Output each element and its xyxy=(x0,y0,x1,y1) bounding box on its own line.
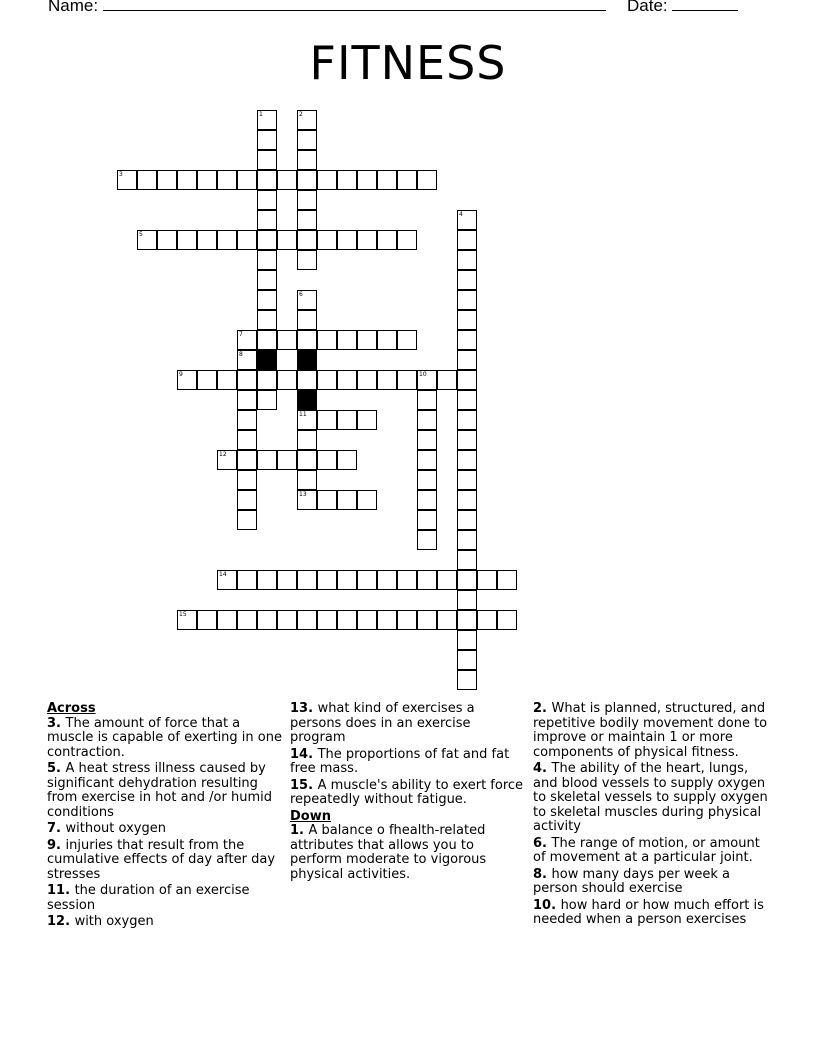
grid-cell[interactable] xyxy=(337,490,357,510)
clue-text: the duration of an exercise session xyxy=(47,883,250,913)
clue-number-label: 8. xyxy=(533,866,552,882)
grid-cell[interactable] xyxy=(297,130,317,150)
clue-number: 15 xyxy=(179,611,187,618)
grid-cell[interactable] xyxy=(457,590,477,610)
grid-cell[interactable] xyxy=(297,330,317,350)
grid-cell[interactable] xyxy=(297,170,317,190)
grid-cell[interactable] xyxy=(237,470,257,490)
grid-cell[interactable] xyxy=(297,310,317,330)
clue-text: without oxygen xyxy=(65,821,166,836)
grid-cell[interactable] xyxy=(417,610,437,630)
grid-cell[interactable] xyxy=(157,230,177,250)
clue-down-10 xyxy=(533,899,768,928)
clue-text: how hard or how much effort is needed when a person exercises xyxy=(533,897,764,927)
grid-cell[interactable] xyxy=(317,410,337,430)
grid-cell[interactable] xyxy=(297,210,317,230)
clue-number-label: 10. xyxy=(533,897,561,913)
grid-cell[interactable] xyxy=(217,610,237,630)
grid-cell[interactable] xyxy=(377,230,397,250)
clue-across-14 xyxy=(290,748,525,777)
grid-cell[interactable] xyxy=(397,610,417,630)
down-heading: Down xyxy=(290,808,331,824)
clue-number: 12 xyxy=(219,451,227,458)
grid-cell[interactable] xyxy=(397,170,417,190)
clue-text: A heat stress illness caused by significant dehydration resulting from exercise in hot and /or humid conditions xyxy=(47,761,272,820)
clue-across-13 xyxy=(290,702,525,746)
clue-number-label: 7. xyxy=(47,821,66,836)
grid-cell[interactable] xyxy=(277,570,297,590)
clue-number-label: 5. xyxy=(47,761,66,776)
grid-cell[interactable] xyxy=(457,550,477,570)
grid-cell[interactable] xyxy=(457,390,477,410)
clue-number: 4 xyxy=(459,211,463,218)
clue-number: 3 xyxy=(119,171,123,178)
grid-cell[interactable] xyxy=(457,610,477,630)
clue-number-label: 9. xyxy=(47,837,66,853)
grid-cell[interactable] xyxy=(177,610,197,630)
grid-cell[interactable] xyxy=(257,390,277,410)
across-heading: Across xyxy=(47,701,96,716)
grid-cell[interactable] xyxy=(477,570,497,590)
clue-number-label: 4. xyxy=(533,761,552,776)
grid-cell[interactable] xyxy=(437,370,457,390)
grid-cell[interactable] xyxy=(257,170,277,190)
grid-cell[interactable] xyxy=(357,170,377,190)
grid-cell[interactable] xyxy=(337,230,357,250)
clue-number: 8 xyxy=(239,351,243,358)
grid-cell[interactable] xyxy=(237,170,257,190)
clue-across-9 xyxy=(47,839,282,883)
grid-cell[interactable] xyxy=(257,610,277,630)
grid-cell[interactable] xyxy=(397,370,417,390)
grid-cell[interactable] xyxy=(457,370,477,390)
grid-cell[interactable] xyxy=(177,370,197,390)
grid-cell[interactable] xyxy=(297,290,317,310)
grid-cell[interactable] xyxy=(297,230,317,250)
grid-cell[interactable] xyxy=(357,230,377,250)
clue-number-label: 11. xyxy=(47,883,75,898)
black-square xyxy=(297,350,317,370)
grid-cell[interactable] xyxy=(257,370,277,390)
grid-cell[interactable] xyxy=(237,610,257,630)
clue-number: 1 xyxy=(259,111,263,118)
grid-cell[interactable] xyxy=(357,570,377,590)
grid-cell[interactable] xyxy=(437,570,457,590)
grid-cell[interactable] xyxy=(237,570,257,590)
grid-cell[interactable] xyxy=(297,570,317,590)
grid-cell[interactable] xyxy=(457,470,477,490)
grid-cell[interactable] xyxy=(317,230,337,250)
grid-cell[interactable] xyxy=(377,330,397,350)
grid-cell[interactable] xyxy=(197,230,217,250)
grid-cell[interactable] xyxy=(377,370,397,390)
grid-cell[interactable] xyxy=(337,370,357,390)
clue-number: 14 xyxy=(219,571,227,578)
clue-text: injuries that result from the cumulative effects of day after day stresses xyxy=(47,837,276,882)
grid-cell[interactable] xyxy=(457,650,477,670)
grid-cell[interactable] xyxy=(457,630,477,650)
grid-cell[interactable] xyxy=(177,170,197,190)
clue-down-2 xyxy=(533,702,768,760)
grid-cell[interactable] xyxy=(477,610,497,630)
clue-number: 7 xyxy=(239,331,243,338)
grid-cell[interactable] xyxy=(157,170,177,190)
grid-cell[interactable] xyxy=(417,410,437,430)
grid-cell[interactable] xyxy=(237,490,257,510)
grid-cell[interactable] xyxy=(277,610,297,630)
grid-cell[interactable] xyxy=(277,450,297,470)
grid-cell[interactable] xyxy=(437,610,457,630)
grid-cell[interactable] xyxy=(257,210,277,230)
grid-cell[interactable] xyxy=(297,190,317,210)
clue-text: The proportions of fat and fat free mass. xyxy=(290,746,510,776)
grid-cell[interactable] xyxy=(197,610,217,630)
grid-cell[interactable] xyxy=(417,170,437,190)
grid-cell[interactable] xyxy=(457,210,477,230)
grid-cell[interactable] xyxy=(297,410,317,430)
clue-across-11 xyxy=(47,884,282,913)
grid-cell[interactable] xyxy=(397,570,417,590)
clue-text: with oxygen xyxy=(74,914,154,929)
clue-number: 5 xyxy=(139,231,143,238)
name-label: Name: xyxy=(48,0,99,15)
grid-cell[interactable] xyxy=(457,290,477,310)
grid-cell[interactable] xyxy=(237,350,257,370)
grid-cell[interactable] xyxy=(257,230,277,250)
grid-cell[interactable] xyxy=(357,330,377,350)
grid-cell[interactable] xyxy=(417,390,437,410)
grid-cell[interactable] xyxy=(337,170,357,190)
grid-cell[interactable] xyxy=(217,570,237,590)
clue-number: 13 xyxy=(299,491,307,498)
grid-cell[interactable] xyxy=(297,110,317,130)
grid-cell[interactable] xyxy=(257,330,277,350)
grid-cell[interactable] xyxy=(417,570,437,590)
black-square xyxy=(257,350,277,370)
black-square xyxy=(297,390,317,410)
grid-cell[interactable] xyxy=(297,450,317,470)
grid-cell[interactable] xyxy=(257,190,277,210)
clue-number-label: 15. xyxy=(290,777,318,793)
grid-cell[interactable] xyxy=(417,510,437,530)
grid-cell[interactable] xyxy=(277,170,297,190)
clue-number: 6 xyxy=(299,291,303,298)
grid-cell[interactable] xyxy=(357,410,377,430)
grid-cell[interactable] xyxy=(457,510,477,530)
grid-cell[interactable] xyxy=(317,450,337,470)
grid-cell[interactable] xyxy=(457,670,477,690)
grid-cell[interactable] xyxy=(457,530,477,550)
grid-cell[interactable] xyxy=(497,610,517,630)
grid-cell[interactable] xyxy=(237,230,257,250)
grid-cell[interactable] xyxy=(277,370,297,390)
clue-number-label: 12. xyxy=(47,914,75,929)
grid-cell[interactable] xyxy=(457,430,477,450)
grid-cell[interactable] xyxy=(237,370,257,390)
grid-cell[interactable] xyxy=(497,570,517,590)
clue-text: What is planned, structured, and repetitive bodily movement done to improve or maintain 1 or more components of physical fitness. xyxy=(533,701,768,760)
grid-cell[interactable] xyxy=(457,330,477,350)
grid-cell[interactable] xyxy=(337,610,357,630)
clue-down-1 xyxy=(290,824,525,882)
clues-column-3 xyxy=(533,702,768,930)
grid-cell[interactable] xyxy=(297,150,317,170)
grid-cell[interactable] xyxy=(317,610,337,630)
grid-cell[interactable] xyxy=(277,330,297,350)
grid-cell[interactable] xyxy=(397,330,417,350)
grid-cell[interactable] xyxy=(277,230,297,250)
grid-cell[interactable] xyxy=(417,370,437,390)
grid-cell[interactable] xyxy=(257,310,277,330)
grid-cell[interactable] xyxy=(457,450,477,470)
grid-cell[interactable] xyxy=(257,290,277,310)
grid-cell[interactable] xyxy=(197,370,217,390)
clue-across-3 xyxy=(47,717,282,761)
grid-cell[interactable] xyxy=(317,570,337,590)
grid-cell[interactable] xyxy=(317,170,337,190)
grid-cell[interactable] xyxy=(237,390,257,410)
clue-across-7 xyxy=(47,822,282,837)
clue-down-8 xyxy=(533,868,768,897)
clue-text: The ability of the heart, lungs, and blood vessels to supply oxygen to skeletal vessels to supply oxygen to skeletal muscles during physical activity xyxy=(533,761,768,834)
grid-cell[interactable] xyxy=(237,450,257,470)
grid-cell[interactable] xyxy=(377,170,397,190)
grid-cell[interactable] xyxy=(257,570,277,590)
grid-cell[interactable] xyxy=(257,130,277,150)
grid-cell[interactable] xyxy=(357,490,377,510)
clue-across-5 xyxy=(47,762,282,820)
date-label: Date: xyxy=(627,0,668,15)
clue-number-label: 6. xyxy=(533,835,552,851)
clue-down-4 xyxy=(533,762,768,835)
grid-cell[interactable] xyxy=(237,330,257,350)
grid-cell[interactable] xyxy=(257,270,277,290)
grid-cell[interactable] xyxy=(217,170,237,190)
clue-text: A muscle's ability to exert force repeatedly without fatigue. xyxy=(290,777,524,807)
grid-cell[interactable] xyxy=(297,610,317,630)
grid-cell[interactable] xyxy=(217,230,237,250)
grid-cell[interactable] xyxy=(457,310,477,330)
clue-number-label: 1. xyxy=(290,823,309,838)
grid-cell[interactable] xyxy=(137,170,157,190)
grid-cell[interactable] xyxy=(237,430,257,450)
puzzle-title: FITNESS xyxy=(309,36,507,90)
grid-cell[interactable] xyxy=(457,270,477,290)
clue-text: The amount of force that a muscle is capable of exerting in one contraction. xyxy=(47,715,282,760)
clue-number-label: 3. xyxy=(47,715,66,731)
grid-cell[interactable] xyxy=(357,370,377,390)
grid-cell[interactable] xyxy=(297,370,317,390)
clue-text: A balance o fhealth-related attributes that allows you to perform moderate to vigorous physical activities. xyxy=(290,823,487,882)
clue-text: what kind of exercises a persons does in an exercise program xyxy=(290,701,475,745)
grid-cell[interactable] xyxy=(377,570,397,590)
grid-cell[interactable] xyxy=(297,470,317,490)
grid-cell[interactable] xyxy=(457,570,477,590)
grid-cell[interactable] xyxy=(417,490,437,510)
grid-cell[interactable] xyxy=(117,170,137,190)
grid-cell[interactable] xyxy=(237,510,257,530)
grid-cell[interactable] xyxy=(457,350,477,370)
grid-cell[interactable] xyxy=(257,150,277,170)
clue-number-label: 2. xyxy=(533,701,552,716)
grid-cell[interactable] xyxy=(337,410,357,430)
clues-column-2 xyxy=(290,702,525,884)
clues-column-1 xyxy=(47,702,282,932)
grid-cell[interactable] xyxy=(337,450,357,470)
clue-number-label: 13. xyxy=(290,701,318,716)
grid-cell[interactable] xyxy=(457,250,477,270)
grid-cell[interactable] xyxy=(417,530,437,550)
clue-number-label: 14. xyxy=(290,746,318,762)
clue-down-6 xyxy=(533,837,768,866)
clue-number: 2 xyxy=(299,111,303,118)
grid-cell[interactable] xyxy=(417,450,437,470)
grid-cell[interactable] xyxy=(317,370,337,390)
clue-across-15 xyxy=(290,779,525,808)
grid-cell[interactable] xyxy=(257,250,277,270)
grid-cell[interactable] xyxy=(457,410,477,430)
grid-cell[interactable] xyxy=(317,330,337,350)
grid-cell[interactable] xyxy=(217,370,237,390)
grid-cell[interactable] xyxy=(457,490,477,510)
grid-cell[interactable] xyxy=(257,450,277,470)
clue-text: The range of motion, or amount of movement at a particular joint. xyxy=(533,835,760,865)
clue-number: 10 xyxy=(419,371,427,378)
grid-cell[interactable] xyxy=(417,430,437,450)
grid-cell[interactable] xyxy=(397,230,417,250)
grid-cell[interactable] xyxy=(297,490,317,510)
grid-cell[interactable] xyxy=(257,110,277,130)
grid-cell[interactable] xyxy=(337,570,357,590)
clue-number: 11 xyxy=(299,411,307,418)
grid-cell[interactable] xyxy=(457,230,477,250)
grid-cell[interactable] xyxy=(197,170,217,190)
grid-cell[interactable] xyxy=(217,450,237,470)
grid-cell[interactable] xyxy=(337,330,357,350)
grid-cell[interactable] xyxy=(297,430,317,450)
grid-cell[interactable] xyxy=(297,250,317,270)
grid-cell[interactable] xyxy=(317,490,337,510)
grid-cell[interactable] xyxy=(177,230,197,250)
grid-cell[interactable] xyxy=(357,610,377,630)
grid-cell[interactable] xyxy=(377,610,397,630)
clue-across-12 xyxy=(47,915,282,930)
grid-cell[interactable] xyxy=(237,410,257,430)
clue-text: how many days per week a person should exercise xyxy=(533,866,730,896)
grid-cell[interactable] xyxy=(137,230,157,250)
grid-cell[interactable] xyxy=(417,470,437,490)
clue-number: 9 xyxy=(179,371,183,378)
